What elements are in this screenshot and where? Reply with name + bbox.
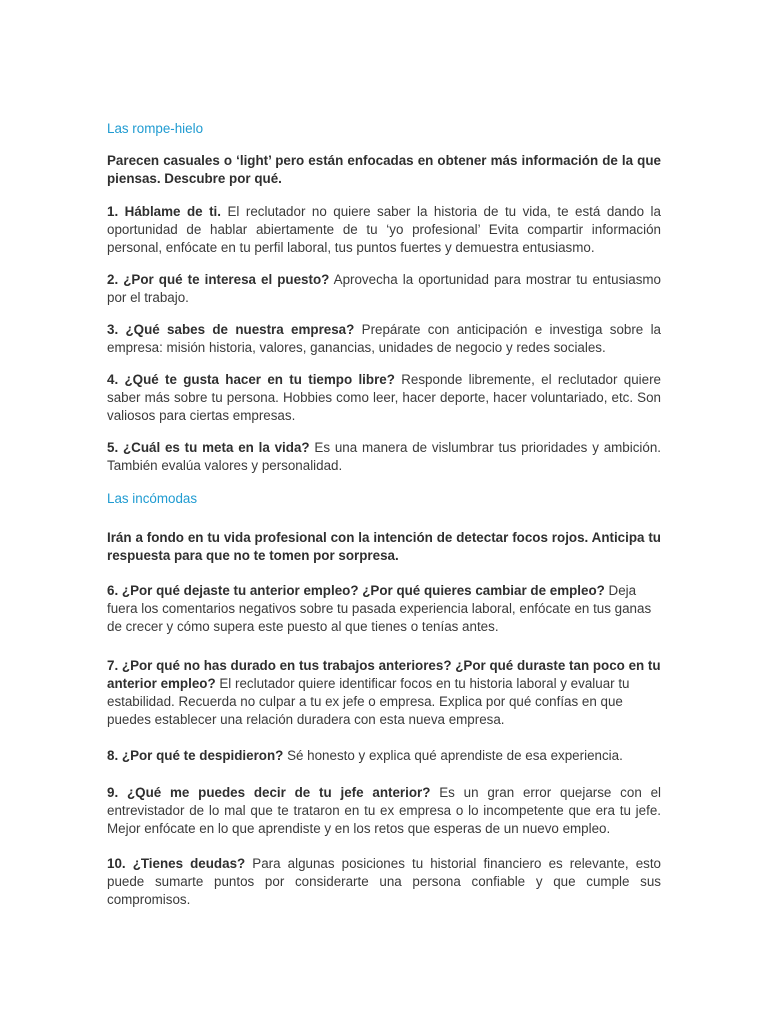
answer-4: Responde libremente, el reclutador quiere saber más sobre tu persona. Hobbies como leer, hacer deporte, hacer voluntariado, etc. Son valiosos para ciertas empresas. (107, 372, 661, 423)
section-intro-incomodas: Irán a fondo en tu vida profesional con la intención de detectar focos rojos. Anticipa tu respuesta para que no te tomen por sorpresa. (107, 530, 661, 563)
question-10: 10. ¿Tienes deudas? (107, 856, 246, 871)
answer-7: El reclutador quiere identificar focos en tu historia laboral y evaluar tu estabilidad. Recuerda no culpar a tu ex jefe o empresa. Explica por qué confías en que puedes establecer una relación duradera con esta nueva empresa. (107, 676, 630, 727)
list-item-10 (107, 855, 661, 909)
question-4: 4. ¿Qué te gusta hacer en tu tiempo libre? (107, 372, 395, 387)
list-item-8 (107, 747, 661, 765)
question-6: 6. ¿Por qué dejaste tu anterior empleo? ¿Por qué quieres cambiar de empleo? (107, 583, 605, 598)
list-item-9 (107, 784, 661, 838)
section-intro-rompe-hielo: Parecen casuales o ‘light’ pero están enfocadas en obtener más información de la que piensas. Descubre por qué. (107, 153, 661, 186)
question-7: 7. ¿Por qué no has durado en tus trabajos anteriores? ¿Por qué duraste tan poco en tu anterior empleo? (107, 658, 661, 691)
answer-8: Sé honesto y explica qué aprendiste de esa experiencia. (283, 748, 623, 763)
answer-1: El reclutador no quiere saber la historia de tu vida, te está dando la oportunidad de hablar abiertamente de tu ‘yo profesional’ Evita compartir información personal, enfócate en tu perfil laboral, tus puntos fuertes y demuestra entusiasmo. (107, 204, 661, 255)
list-item-7 (107, 657, 661, 729)
list-item-1 (107, 203, 661, 257)
question-3: 3. ¿Qué sabes de nuestra empresa? (107, 322, 355, 337)
answer-2: Aprovecha la oportunidad para mostrar tu entusiasmo por el trabajo. (107, 272, 661, 305)
question-9: 9. ¿Qué me puedes decir de tu jefe anterior? (107, 785, 431, 800)
list-item-6 (107, 582, 661, 636)
question-2: 2. ¿Por qué te interesa el puesto? (107, 272, 330, 287)
answer-9: Es un gran error quejarse con el entrevistador de lo mal que te trataron en tu ex empresa o lo incompetente que era tu jefe. Mejor enfócate en lo que aprendiste y en los retos que esperas de un nuevo empleo. (107, 785, 661, 836)
answer-3: Prepárate con anticipación e investiga sobre la empresa: misión historia, valores, ganancias, unidades de negocio y redes sociales. (107, 322, 661, 355)
list-item-2 (107, 271, 661, 307)
question-8: 8. ¿Por qué te despidieron? (107, 748, 284, 763)
question-1: 1. Háblame de ti. (107, 204, 221, 219)
question-5: 5. ¿Cuál es tu meta en la vida? (107, 440, 310, 455)
section-heading-rompe-hielo: Las rompe-hielo (107, 121, 204, 136)
list-item-4 (107, 371, 661, 425)
answer-6: Deja fuera los comentarios negativos sobre tu pasada experiencia laboral, enfócate en tus ganas de crecer y cómo supera este puesto al que tienes o tenías antes. (107, 583, 652, 634)
section-heading-incomodas: Las incómodas (107, 491, 198, 506)
answer-5: Es una manera de vislumbrar tus prioridades y ambición. También evalúa valores y personalidad. (107, 440, 662, 473)
answer-10: Para algunas posiciones tu historial financiero es relevante, esto puede sumarte puntos por considerarte una persona confiable y que cumple sus compromisos. (107, 856, 662, 907)
list-item-5 (107, 439, 661, 475)
list-item-3 (107, 321, 661, 357)
